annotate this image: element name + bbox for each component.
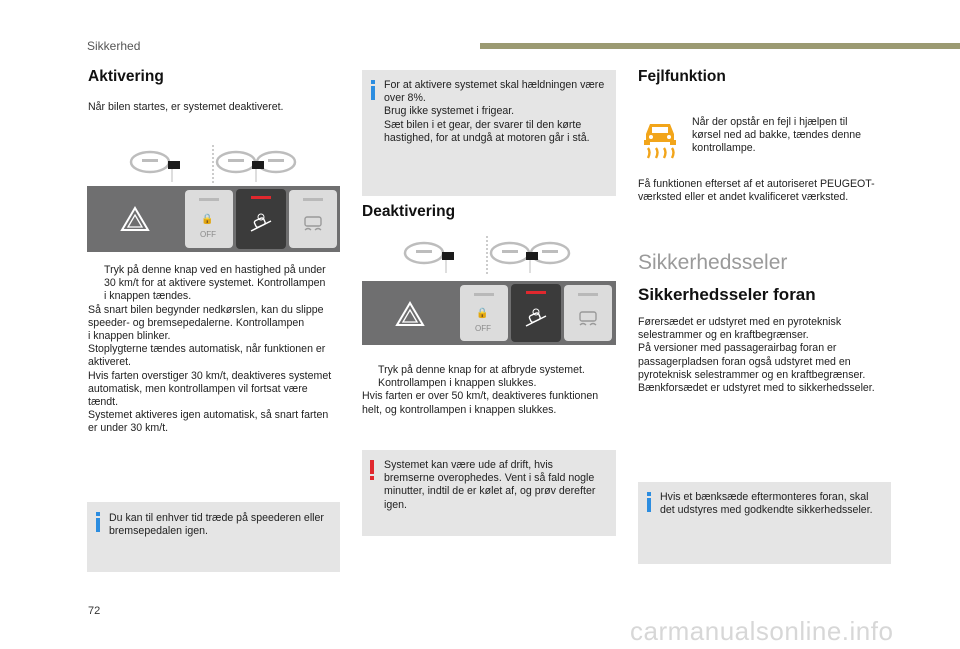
aktivering-line-2: i knappen blinker. (88, 330, 171, 343)
deaktivering-bullet (362, 364, 622, 390)
aktivering-line-4: aktiveret. (88, 356, 131, 369)
disable-button-off[interactable] (185, 190, 233, 248)
fejlfunktion-body (638, 178, 898, 204)
steering-wheel-diagram-icon (402, 236, 572, 276)
seler-line-4: pyroteknisk selestrammer og en kraftbegrænser. (638, 368, 866, 381)
warning-line3: minutter, indtil de er kølet af, og prøv derefter (384, 485, 596, 498)
fejlfunktion-line1: Når der opstår en fejl i hjælpen til (692, 116, 848, 128)
aktivering-note-line1: Du kan til enhver tid træde på speederen eller (109, 512, 324, 524)
warning-line1: Systemet kan være ude af drift, hvis (384, 459, 553, 471)
off-label: OFF (475, 324, 491, 333)
button-panel-deaktivering (362, 281, 616, 345)
fejlfunktion-icon-text (692, 116, 892, 156)
seler-line-5: Bænkforsædet er udstyret med to sikkerhedsseler. (638, 382, 875, 395)
hill-descent-icon (249, 213, 273, 235)
aktivering-bullet-line1: Tryk på denne knap ved en hastighed på under (104, 264, 326, 276)
deaktivering-bullet-line2: Kontrollampen i knappen slukkes. (378, 377, 537, 390)
header-accent-bar (480, 43, 960, 49)
info-icon (647, 498, 651, 512)
sikkerhedsseler-body (638, 316, 903, 395)
info-icon (96, 518, 100, 532)
watermark: carmanualsonline.info (630, 616, 894, 646)
fejlfunktion-line2: kørsel ned ad bakke, tændes denne (692, 129, 862, 142)
middle-note-line3: Brug ikke systemet i frigear. (384, 105, 515, 118)
warning-line4: igen. (384, 498, 407, 511)
middle-note-line1: For at aktivere systemet skal hældningen være (384, 79, 605, 91)
hill-descent-button-active[interactable] (236, 189, 286, 249)
seler-line-1: selestrammer og en kraftbegrænser. (638, 329, 809, 342)
fejlfunktion-line5: værksted eller et andet kvalificeret værksted. (638, 191, 849, 204)
middle-info-note (362, 70, 616, 196)
aktivering-note-line2: bremsepedalen igen. (109, 525, 208, 538)
info-icon (371, 86, 375, 100)
car-skid-icon (301, 214, 325, 234)
aktivering-bullet (88, 264, 348, 304)
aktivering-line-8: Systemet aktiveres igen automatisk, så snart farten (88, 409, 329, 422)
hill-descent-icon (524, 308, 548, 330)
fejlfunktion-line3: kontrollampe. (692, 142, 756, 155)
aktivering-line-9: er under 30 km/t. (88, 422, 169, 435)
middle-note-line4: Sæt bilen i et gear, der svarer til den kørte (384, 118, 582, 131)
sikkerhedsseler-info-note (638, 482, 891, 564)
disable-button-off[interactable] (460, 285, 508, 341)
traffic-control-button[interactable] (289, 190, 337, 248)
aktivering-body (88, 264, 348, 436)
lock-icon: 🔒 (476, 308, 489, 319)
hill-descent-warning-lamp-icon (642, 118, 678, 160)
aktivering-line-7: tændt. (88, 396, 119, 409)
off-label: OFF (200, 230, 216, 239)
car-skid-icon (576, 309, 600, 329)
deaktivering-line4: helt, og kontrollampen i knappen slukkes. (362, 403, 557, 416)
traffic-control-button[interactable] (564, 285, 612, 341)
hazard-warning-icon (120, 206, 150, 232)
sikkerhedsseler-title: Sikkerhedsseler (638, 251, 788, 274)
aktivering-line-6: automatisk, men kontrollampen vil fortsat være (88, 382, 308, 395)
seler-note-line2: det udstyres med godkendte sikkerhedsseler. (660, 504, 873, 517)
seler-line-0: Førersædet er udstyret med en pyroteknisk (638, 316, 842, 328)
aktivering-intro: Når bilen startes, er systemet deaktiveret. (88, 101, 284, 113)
deaktivering-warning-note (362, 450, 616, 536)
aktivering-bullet-line3: i knappen tændes. (104, 290, 192, 303)
aktivering-line-1: speeder- og bremsepedalerne. Kontrollampen (88, 316, 305, 329)
aktivering-line-0: Så snart bilen begynder nedkørslen, kan du slippe (88, 303, 324, 316)
aktivering-info-note (87, 502, 340, 572)
deaktivering-title: Deaktivering (362, 203, 456, 220)
fejlfunktion-title: Fejlfunktion (638, 68, 726, 85)
warning-exclamation-icon (370, 460, 375, 480)
seler-line-3: passagerpladsen foran også udstyret med en (638, 355, 851, 368)
section-label: Sikkerhed (87, 39, 141, 53)
steering-wheel-diagram-icon (128, 145, 298, 185)
deaktivering-line3: Hvis farten er over 50 km/t, deaktiveres funktionen (362, 390, 599, 403)
warning-line2: bremserne overophedes. Vent i så fald nogle (384, 472, 595, 485)
aktivering-title: Aktivering (88, 68, 164, 85)
page-number: 72 (88, 605, 101, 617)
hill-descent-button-active[interactable] (511, 284, 561, 342)
deaktivering-body (362, 364, 622, 417)
seler-line-2: På versioner med passagerairbag foran er (638, 342, 837, 355)
seler-note-line1: Hvis et bænksæde eftermonteres foran, skal (660, 491, 869, 503)
fejlfunktion-line4: Få funktionen efterset af et autoriseret PEUGEOT- (638, 178, 875, 190)
button-panel-aktivering (87, 186, 340, 252)
aktivering-line-5: Hvis farten overstiger 30 km/t, deaktiveres systemet (88, 369, 332, 382)
sikkerhedsseler-foran-title: Sikkerhedsseler foran (638, 285, 816, 304)
aktivering-line-3: Stoplygterne tændes automatisk, når funktionen er (88, 343, 326, 356)
aktivering-bullet-line2: 30 km/t for at aktivere systemet. Kontrollampen (104, 277, 326, 290)
deaktivering-bullet-line1: Tryk på denne knap for at afbryde systemet. (378, 364, 585, 376)
middle-note-line2: over 8%. (384, 92, 426, 105)
lock-icon: 🔒 (201, 214, 214, 225)
middle-note-line5: hastighed, for at undgå at motoren går i stå. (384, 131, 590, 144)
hazard-warning-icon (395, 301, 425, 327)
